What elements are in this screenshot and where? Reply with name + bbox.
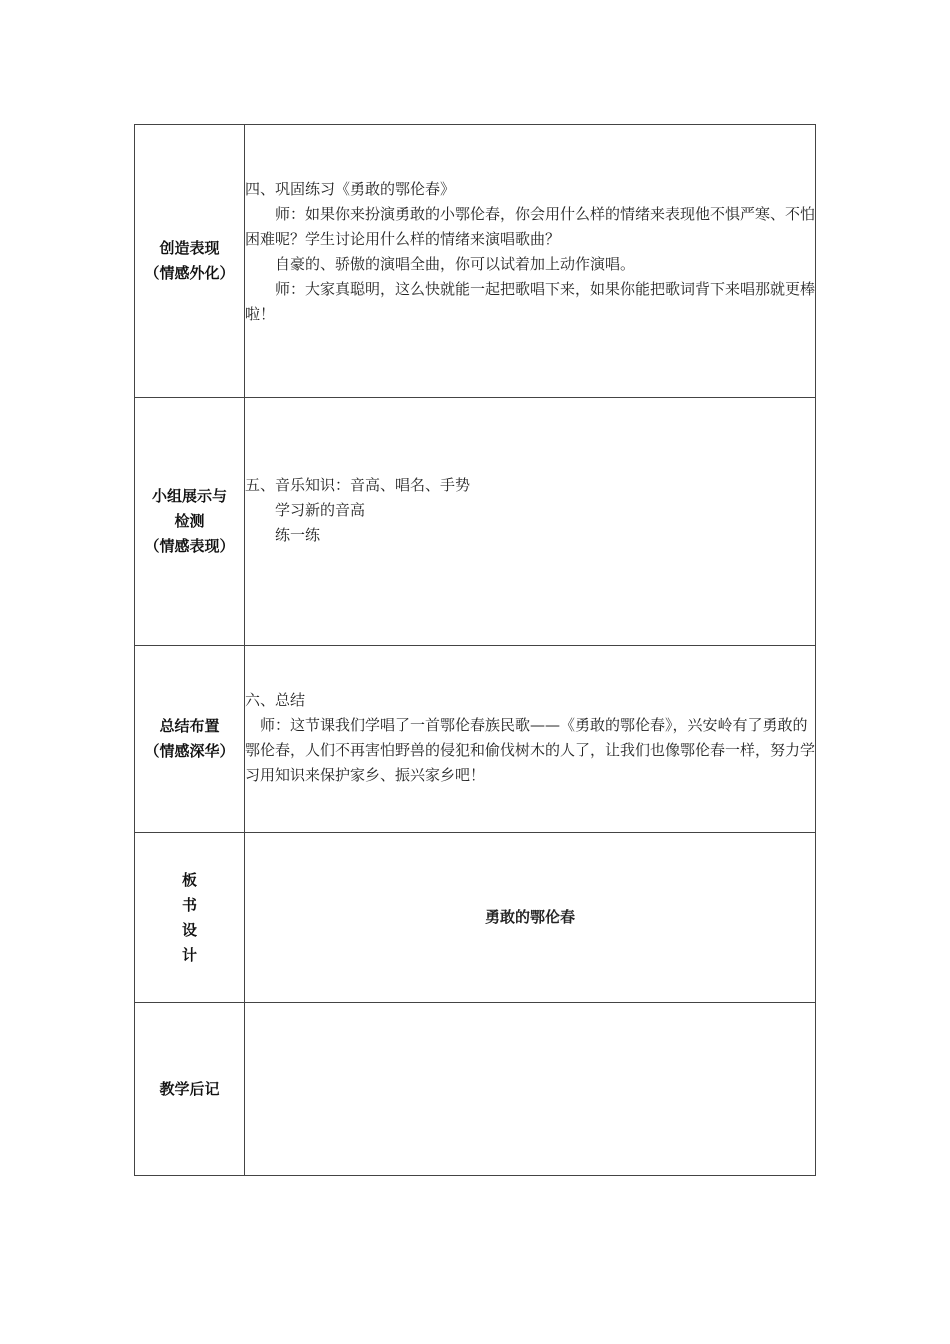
content-paragraph: 师：如果你来扮演勇敢的小鄂伦春，你会用什么样的情绪来表现他不惧严寒、不怕困难呢？学生讨论用什么样的情绪来演唱歌曲？ (245, 205, 816, 248)
content-paragraph: 练一练 (275, 526, 321, 544)
table-row (135, 646, 816, 833)
table-row (135, 125, 816, 398)
teaching-notes-cell (245, 1003, 816, 1176)
content-paragraph: 师：大家真聪明，这么快就能一起把歌唱下来，如果你能把歌词背下来唱那就更棒啦！ (245, 280, 816, 323)
row-label-line: 总结布置 (159, 717, 220, 735)
row-label-line: （情感表现） (144, 537, 235, 555)
row-label-line: （情感外化） (144, 264, 235, 282)
row-label-line: 小组展示与 (151, 487, 227, 505)
board-design-title: 勇敢的鄂伦春 (245, 833, 816, 1003)
section-heading: 五、音乐知识：音高、唱名、手势 (245, 476, 471, 494)
row-label-line: 设 (181, 920, 197, 939)
content-paragraph: 学习新的音高 (275, 501, 366, 519)
row-content (245, 646, 816, 833)
table-row (135, 1003, 816, 1176)
table-row (135, 398, 816, 646)
row-label (135, 398, 245, 646)
row-label-line: （情感深华） (144, 742, 235, 760)
content-paragraph: 自豪的、骄傲的演唱全曲，你可以试着加上动作演唱。 (275, 255, 636, 273)
row-label-line: 书 (181, 895, 197, 914)
row-label (135, 1003, 245, 1176)
section-heading: 六、总结 (245, 691, 306, 709)
row-label (135, 125, 245, 398)
row-label (135, 646, 245, 833)
lesson-plan-table (134, 124, 816, 1176)
row-content (245, 125, 816, 398)
table-row (135, 833, 816, 1003)
row-label-line: 板 (181, 870, 197, 889)
row-content (245, 398, 816, 646)
row-label-line: 创造表现 (159, 239, 220, 257)
row-label-line: 检测 (174, 512, 205, 530)
content-paragraph: 师：这节课我们学唱了一首鄂伦春族民歌——《勇敢的鄂伦春》，兴安岭有了勇敢的鄂伦春，人们不再害怕野兽的侵犯和偷伐树木的人了，让我们也像鄂伦春一样，努力学习用知识来保护家乡、振兴家乡吧！ (245, 716, 816, 784)
row-label-line: 计 (181, 945, 197, 964)
section-heading: 四、巩固练习《勇敢的鄂伦春》 (245, 180, 456, 198)
row-label (135, 833, 245, 1003)
row-label-line: 教学后记 (159, 1079, 220, 1098)
